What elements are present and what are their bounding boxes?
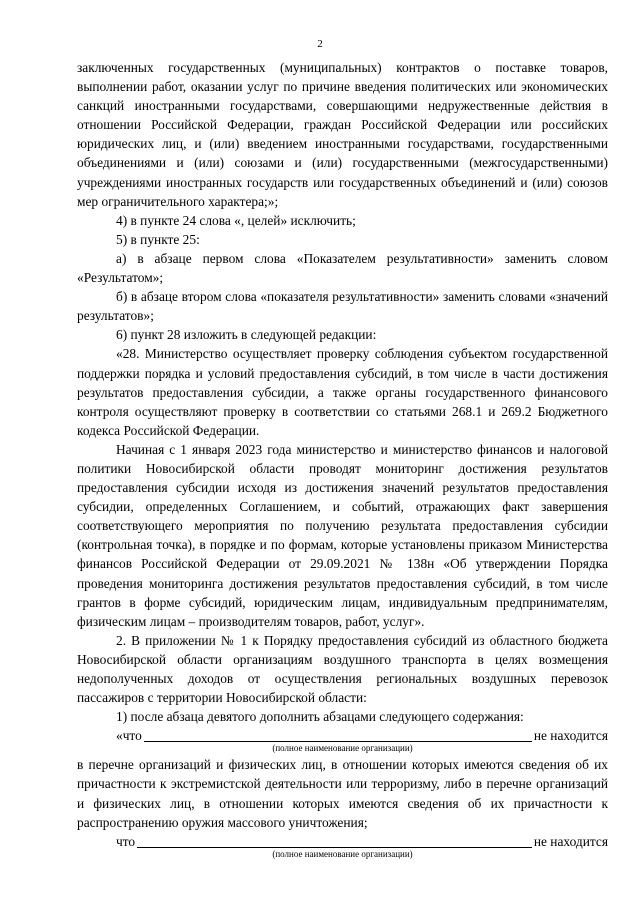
paragraph-appendix-1: 2. В приложении № 1 к Порядку предоставления субсидий из областного бюджета Новосибирской области организациям воздушного транспорта в целях возмещения недополученных доходов от осуществления региональных воздушных перевозок пассажиров с территории Новосибирской области: — [77, 632, 608, 706]
paragraph-item-4: 4) в пункте 24 слова «, целей» исключить; — [116, 212, 356, 228]
page-number: 2 — [317, 38, 323, 50]
form-line-2-caption: (полное наименование организации) — [272, 848, 413, 859]
form-line-2-blank — [137, 834, 532, 848]
paragraph-continuation: заключенных государственных (муниципальных) контрактов о поставке товаров, выполнении работ, оказании услуг по причине введения политических или экономических санкций иностранными государствами, совершающими недружественные действия в отношении Российской Федерации, граждан Российской Федерации или российских юридических лиц, и (или) введением иностранными государствами, государственными объединениями и (или) союзами и (или) государственными (межгосударственными) учреждениями иностранных государств или государственных объединений и (или) союзов мер ограничительного характера;»; — [77, 60, 608, 209]
form-line-1-suffix: не находится — [533, 728, 608, 744]
paragraph-lists: в перечне организаций и физических лиц, в отношении которых имеются сведения об их причастности к экстремистской деятельности или терроризму, либо в перечне организаций и физических лиц, в отношении которых имеются сведения об их причастности к распространению оружия массового уничтожения; — [77, 757, 608, 830]
paragraph-item-5: 5) в пункте 25: — [116, 231, 200, 247]
paragraph-item-5b: б) в абзаце втором слова «показателя результативности» заменить словами «значений результатов»; — [77, 289, 608, 324]
form-line-1-blank — [144, 728, 532, 742]
paragraph-item-1: 1) после абзаца девятого дополнить абзацами следующего содержания: — [116, 709, 524, 725]
form-line-1-prefix: «что — [116, 728, 142, 744]
form-line-2-suffix: не находится — [533, 833, 608, 849]
form-line-2-prefix: что — [116, 833, 136, 849]
form-line-1-caption: (полное наименование организации) — [272, 743, 413, 754]
paragraph-monitoring: Начиная с 1 января 2023 года министерство и министерство финансов и налоговой политики Новосибирской области проводят мониторинг достижения результатов предоставления субсидии исходя из достижения значений результатов предоставления субсидии, определенных Соглашением, и событий, отражающих факт завершения соответствующего мероприятия по получению результата предоставления субсидии (контрольная точка), в порядке и по формам, которые установлены приказом Министерства финансов Российской Федерации от 29.09.2021 № 138н «Об утверждении Порядка проведения мониторинга достижения результатов предоставления субсидий, в том числе грантов в форме субсидий, юридическим лицам, индивидуальным предпринимателям, физическим лицам – производителям товаров, работ, услуг». — [77, 441, 608, 629]
paragraph-clause-28: «28. Министерство осуществляет проверку соблюдения субъектом государственной поддержки порядка и условий предоставления субсидий, в том числе в части достижения результатов предоставления субсидии, а также органы государственного финансового контроля осуществляют проверку в соответствии со статьями 268.1 и 269.2 Бюджетного кодекса Российской Федерации. — [77, 346, 608, 438]
document-body — [77, 58, 608, 861]
paragraph-item-5a: а) в абзаце первом слова «Показателем результативности» заменить словом «Результатом»; — [77, 250, 608, 286]
paragraph-item-6: 6) пункт 28 изложить в следующей редакции: — [116, 327, 377, 343]
